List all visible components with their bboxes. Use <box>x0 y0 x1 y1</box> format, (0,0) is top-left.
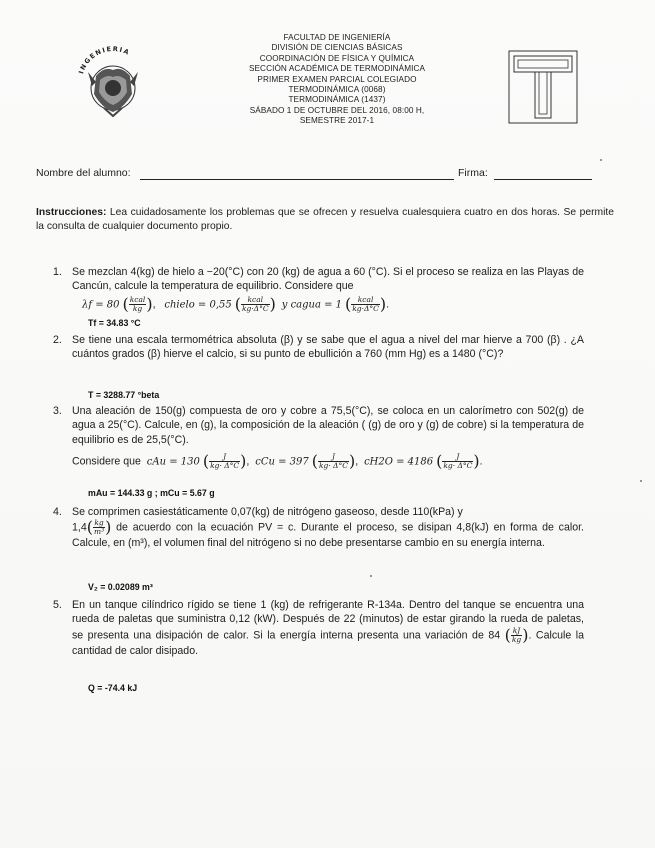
scan-speck <box>640 480 642 482</box>
problem-5-text: En un tanque cilíndrico rígido se tiene 1 (kg) de refrigerante R-134a. Dentro del tanque se encuentra una rueda de paletas que suministra 0,12 (kW). Después de 22 (minutos) de estar girando la rueda de paletas, se presenta una disipación de calor. Si la energía interna presenta una variación de 84 ( $\frac{kJ}{kg}$ ). Calcule la cantidad de calor disipado. <box>72 599 584 657</box>
instructions <box>36 206 614 234</box>
problem-4-text-b: 1,4( $\frac{kg}{\text{m³}}$ ) de acuerdo con la ecuación PV = c. Durante el proceso, se disipan 4,8(kJ) en forma de calor. Calcule, en (m³), el volumen final del nitrógeno si no debe presentarse cambio en su energía interna. <box>72 517 584 550</box>
problem-4 <box>53 505 584 551</box>
name-field-line[interactable] <box>140 179 454 180</box>
seal-text: INGENIERIA <box>77 44 132 75</box>
problem-1-number: 1. <box>53 266 62 278</box>
problem-4-answer: V₂ = 0.02089 m³ <box>88 582 153 592</box>
problem-4-number: 4. <box>53 506 62 518</box>
problem-5-answer: Q = -74.4 kJ <box>88 683 138 693</box>
problem-3 <box>53 404 584 471</box>
problem-2-answer: T = 3288.77 °beta <box>88 390 160 400</box>
problem-1-answer: Tf = 34.83 °C <box>88 318 141 328</box>
faculty-t-logo-icon <box>508 50 578 124</box>
signature-label: Firma: <box>458 167 488 179</box>
problem-5-number: 5. <box>53 599 62 611</box>
header-section: SECCIÓN ACADÉMICA DE TERMODINÁMICA <box>248 64 426 74</box>
instructions-text: Lea cuidadosamente los problemas que se ofrecen y resuelva cualesquiera cuatro en dos horas. Se permite la consulta de cualquier documento propio. <box>36 207 614 232</box>
header-exam-type: PRIMER EXAMEN PARCIAL COLEGIADO <box>257 74 417 84</box>
header-semester: SEMESTRE 2017-1 <box>299 116 375 126</box>
header-course-1437: TERMODINÁMICA (1437) <box>288 95 386 105</box>
instructions-label: Instrucciones: <box>36 207 107 218</box>
header-division: DIVISIÓN DE CIENCIAS BÁSICAS <box>271 43 403 53</box>
problem-2-text: Se tiene una escala termométrica absoluta (β) y se sabe que el agua a nivel del mar hierve a 700 (β) . ¿A cuántos grados (β) hierve el calcio, si su punto de ebullición a 760 (mm Hg) es a 1480 (°C)? <box>72 334 584 361</box>
problem-4-text-a: Se comprimen casiestáticamente 0,07(kg) de nitrógeno gaseoso, desde 110(kPa) y <box>72 506 463 518</box>
problem-1-formula: λf = 80 ( $\frac{\text{kcal}}{kg}$ ), chielo = 0,55 ( $\frac{\text{kcal}}{kg\cdot\Delta^\circ C}$ ) y cagua = 1 ( $\frac{\text{kcal}}{kg\cdot\Delta^\circ C}$ ). <box>82 294 390 314</box>
problem-2-number: 2. <box>53 334 62 346</box>
problem-5 <box>53 598 584 658</box>
signature-field-line[interactable] <box>494 179 592 180</box>
problem-3-formula: Considere que cAu = 130 ( $\frac{J}{kg\cdot \Delta^\circ C}$ ), cCu = 397 ( $\frac{J}{kg\cdot \Delta^\circ C}$ ), cH2O = 4186 ( $\frac{J}{kg\cdot \Delta^\circ C}$ ). <box>72 451 483 471</box>
problem-1 <box>53 265 584 314</box>
university-seal-icon <box>74 42 152 120</box>
name-label: Nombre del alumno: <box>36 167 131 179</box>
problem-2 <box>53 333 584 362</box>
header-faculty: FACULTAD DE INGENIERÍA <box>283 33 391 42</box>
problem-1-text: Se mezclan 4(kg) de hielo a −20(°C) con 20 (kg) de agua a 60 (°C). Si el proceso se realiza en las Playas de Cancún, calcule la temperatura de equilibrio. Considere que <box>72 266 584 293</box>
problem-3-answer: mAu = 144.33 g ; mCu = 5.67 g <box>88 488 215 498</box>
scan-speck <box>600 159 602 161</box>
header-coordination: COORDINACIÓN DE FÍSICA Y QUÍMICA <box>259 53 415 63</box>
problem-3-text: Una aleación de 150(g) compuesta de oro y cobre a 75,5(°C), se coloca en un calorímetro con 502(g) de agua a 25(°C). Calcule, en (g), la composición de la aleación ( (g) de oro y (g) de cobre) si la temperatura de equilibrio es de 25,5(°C). <box>72 405 584 446</box>
exam-header <box>220 33 454 127</box>
header-date: SÁBADO 1 DE OCTUBRE DEL 2016, 08:00 H, <box>249 105 425 115</box>
scan-speck <box>370 575 372 577</box>
header-course-0068: TERMODINÁMICA (0068) <box>288 85 386 95</box>
problem-3-number: 3. <box>53 405 62 417</box>
